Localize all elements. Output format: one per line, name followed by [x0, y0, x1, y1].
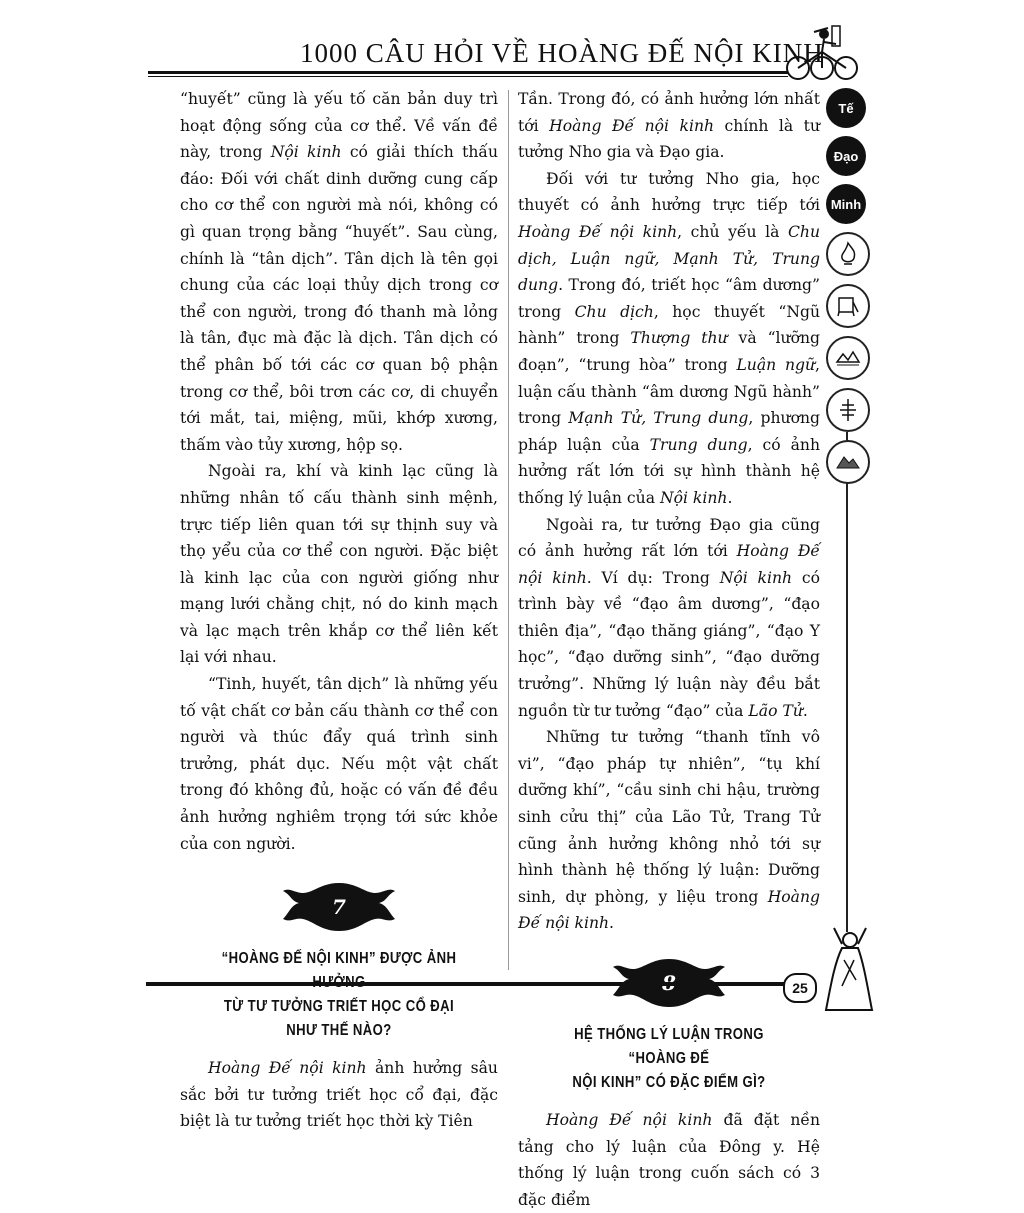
cyclist-illustration-icon — [784, 22, 860, 82]
running-header-title: 1000 CÂU HỎI VỀ HOÀNG ĐẾ NỘI KINH — [300, 38, 824, 68]
landscape-icon[interactable] — [826, 336, 870, 380]
column-divider — [508, 90, 509, 970]
side-tab-line — [846, 432, 848, 932]
left-paragraph-4: Hoàng Đế nội kinh ảnh hưởng sâu sắc bởi tư tưởng triết học cổ đại, đặc biệt là tư tưởng triết học thời kỳ Tiên — [180, 1059, 498, 1131]
mountain-icon[interactable] — [826, 440, 870, 484]
question-7-number: 7 — [332, 895, 346, 920]
loom-icon[interactable] — [826, 284, 870, 328]
header-rule — [148, 71, 788, 74]
right-column — [518, 86, 820, 1213]
right-paragraph-1: Tần. Trong đó, có ảnh hưởng lớn nhất tới Hoàng Đế nội kinh chính là tư tưởng Nho gia và Đạo gia. — [518, 90, 820, 162]
right-paragraph-4: Những tư tưởng “thanh tĩnh vô vi”, “đạo pháp tự nhiên”, “tụ khí dưỡng khí”, “cầu sinh chi hậu, trường sinh cửu thị” của Lão Tử, Trang Tử cũng ảnh hưởng không nhỏ tới sự hình thành hệ thống lý luận: Dưỡng sinh, dự phòng, y liệu trong Hoàng Đế nội kinh. — [518, 728, 820, 933]
header-rule-thin — [148, 76, 788, 77]
question-7-title: “HOÀNG ĐẾ NỘI KINH” ĐƯỢC ẢNH TỪ TƯ TƯỞNG TRIẾT HỌC CỔ ĐẠI NHƯ THẾ NÀO? — [221, 950, 457, 1040]
sage-figure-icon — [820, 920, 878, 1012]
left-paragraph-2: Ngoài ra, khí và kinh lạc cũng là những nhân tố cấu thành sinh mệnh, trực tiếp liên quan tới sự thịnh suy và thọ yểu của cơ thể con người. Đặc biệt là kinh lạc của con người giống như mạng lưới chằng chịt, nó do kinh mạch và lạc mạch trên khắp cơ thể liên kết lại với nhau. — [180, 462, 498, 667]
right-paragraph-5: Hoàng Đế nội kinh đã đặt nền tảng cho lý luận của Đông y. Hệ thống lý luận trong cuốn sách có 3 đặc điểm — [518, 1111, 820, 1209]
question-7-badge — [279, 879, 399, 935]
tab-dao[interactable]: Đạo — [826, 136, 866, 176]
footer-rule — [146, 982, 786, 986]
tab-te[interactable]: Tế — [826, 88, 866, 128]
left-paragraph-1: “huyết” cũng là yếu tố căn bản duy trì hoạt động sống của cơ thể. Về vấn đề này, trong Nội kinh có giải thích thấu đáo: Đối với chất dinh dưỡng cung cấp cho cơ thể con người mà nói, không có gì quan trọng bằng “huyết”. Sau cùng, chính là “tân dịch”. Tân dịch là tên gọi chung của các loại thủy dịch trong cơ thể con người, trong đó thanh mà lỏng là tân, đục mà đặc là dịch. Tân dịch có thể phân bố tới các cơ quan bộ phận trong cơ thể, bôi trơn các cơ, di chuyển tới mắt, tai, miệng, mũi, khớp xương, thấm vào tủy xương, hộp sọ. — [180, 90, 498, 454]
page-number: 25 — [783, 973, 817, 1003]
left-column — [180, 86, 498, 1135]
right-paragraph-3: Ngoài ra, tư tưởng Đạo gia cũng có ảnh hưởng rất lớn tới Hoàng Đế nội kinh. Ví dụ: Trong Nội kinh có trình bày về “đạo âm dương”, “đạo thiên địa”, “đạo thăng giáng”, “đạo Y học”, “đạo dưỡng sinh”, “đạo dưỡng trưởng”. Những lý luận này đều bắt nguồn từ tư tưởng “đạo” của Lão Tử. — [518, 515, 820, 720]
left-paragraph-3: “Tinh, huyết, tân dịch” là những yếu tố vật chất cơ bản cấu thành cơ thể con người và thúc đẩy quá trình sinh trưởng, phát dục. Nếu một vật chất trong đó không đủ, hoặc có vấn đề đều ảnh hưởng nghiêm trọng tới sức khỏe của con người. — [180, 675, 498, 853]
tab-minh[interactable]: Minh — [826, 184, 866, 224]
question-8-title: HỆ THỐNG LÝ LUẬN TRONG “HOÀNG ĐẾ NỘI KINH” CÓ ĐẶC ĐIỂM GÌ? — [572, 1026, 766, 1091]
fire-icon[interactable] — [826, 232, 870, 276]
side-tabs — [826, 88, 872, 492]
right-paragraph-2: Đối với tư tưởng Nho gia, học thuyết có ảnh hưởng trực tiếp tới Hoàng Đế nội kinh, chủ yếu là Chu dịch, Luận ngữ, Mạnh Tử, Trung dung. Trong đó, triết học “âm dương” trong Chu dịch, học thuyết “Ngũ hành” trong Thượng thư và “lưỡng đoạn”, “trung hòa” trong Luận ngữ, luận cấu thành “âm dương Ngũ hành” trong Mạnh Tử, Trung dung, phương pháp luận của Trung dung, có ảnh hưởng rất lớn tới sự hình thành hệ thống lý luận của Nội kinh. — [518, 169, 821, 507]
pine-tree-icon[interactable] — [826, 388, 870, 432]
